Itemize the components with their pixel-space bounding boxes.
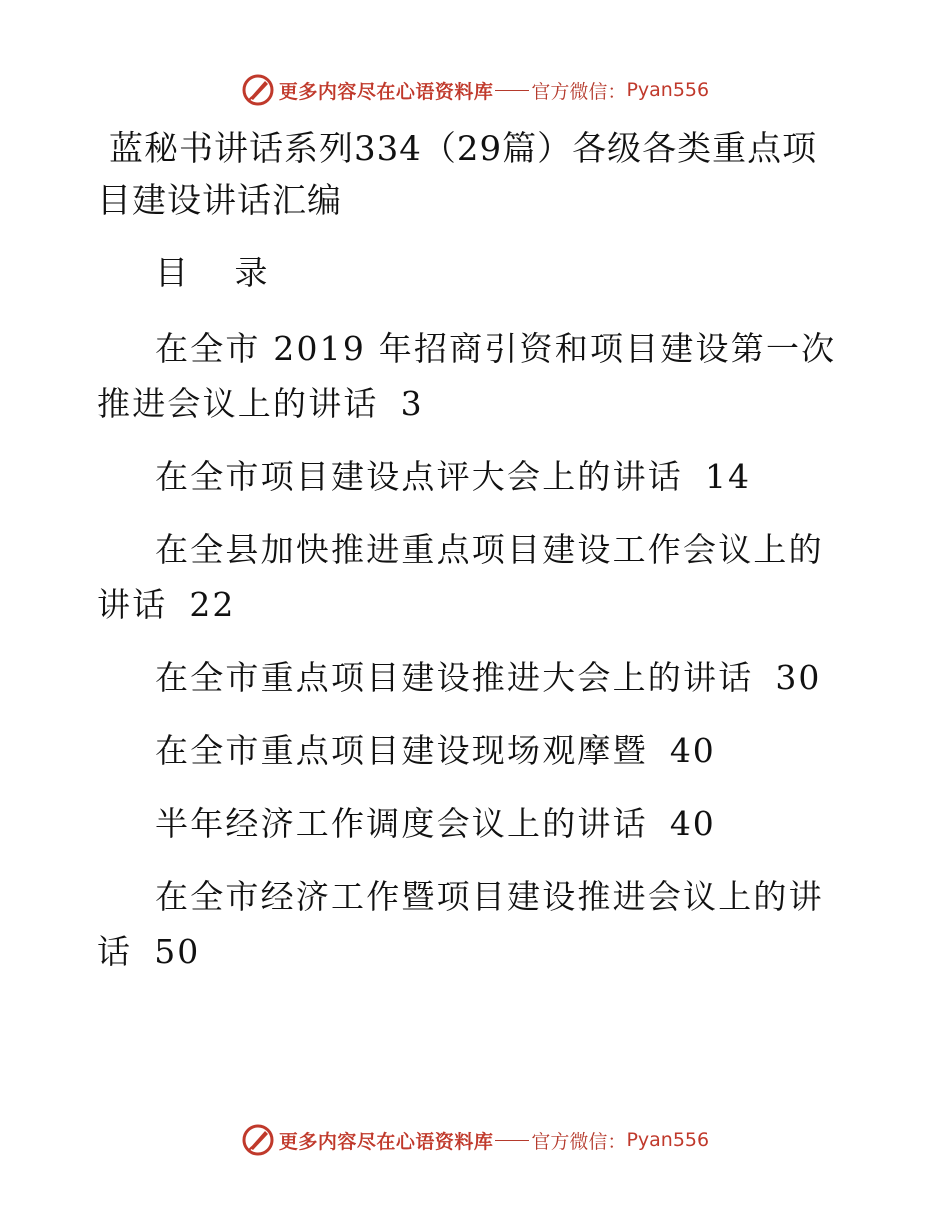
- toc-item-page: 50: [154, 932, 201, 971]
- banner-content: [241, 73, 709, 107]
- document-body: [97, 123, 837, 979]
- toc-item: [97, 449, 837, 504]
- toc-heading: 目 录: [155, 253, 286, 292]
- toc-item: [97, 321, 837, 431]
- toc-item-title: 在全市 2019 年招商引资和项目建设第一次推进会议上的讲话: [97, 329, 837, 423]
- toc-item-title: 在全市重点项目建设现场观摩暨: [155, 731, 648, 770]
- toc-item-page: 3: [400, 384, 424, 423]
- banner-slogan: 更多内容尽在心语资料库: [278, 1130, 494, 1153]
- toc-item-page: 22: [189, 585, 236, 624]
- toc-item-page: 40: [669, 804, 716, 843]
- banner-divider: [495, 1140, 529, 1141]
- toc-item-title: 在全市项目建设点评大会上的讲话: [155, 457, 683, 496]
- toc-item: [97, 723, 837, 778]
- quill-seal-icon: [241, 73, 275, 107]
- footer-banner: [0, 1120, 950, 1160]
- toc-item-title: 在全县加快推进重点项目建设工作会议上的讲话: [97, 530, 824, 624]
- toc-item: [97, 796, 837, 851]
- toc-item-title: 在全市重点项目建设推进大会上的讲话: [155, 658, 754, 697]
- banner-wechat-id: Pyan556: [626, 79, 710, 101]
- toc-item: [97, 522, 837, 632]
- toc-item: [97, 869, 837, 979]
- toc-item-page: 40: [669, 731, 716, 770]
- header-banner: [0, 70, 950, 110]
- quill-seal-icon: [241, 1123, 275, 1157]
- document-title: 蓝秘书讲话系列334（29篇）各级各类重点项目建设讲话汇编: [97, 129, 818, 221]
- banner-content: [241, 1123, 709, 1157]
- banner-wechat-label: 官方微信：: [531, 80, 627, 103]
- banner-divider: [495, 90, 529, 91]
- toc-item-page: 14: [705, 457, 751, 496]
- banner-wechat-label: 官方微信：: [531, 1130, 627, 1153]
- toc-item-title: 在全市经济工作暨项目建设推进会议上的讲话: [97, 877, 824, 971]
- toc-list: [97, 321, 837, 979]
- toc-item-title: 半年经济工作调度会议上的讲话: [155, 804, 648, 843]
- toc-item: [97, 650, 837, 705]
- toc-item-page: 30: [775, 658, 822, 697]
- banner-wechat-id: Pyan556: [626, 1129, 710, 1151]
- banner-slogan: 更多内容尽在心语资料库: [278, 80, 494, 103]
